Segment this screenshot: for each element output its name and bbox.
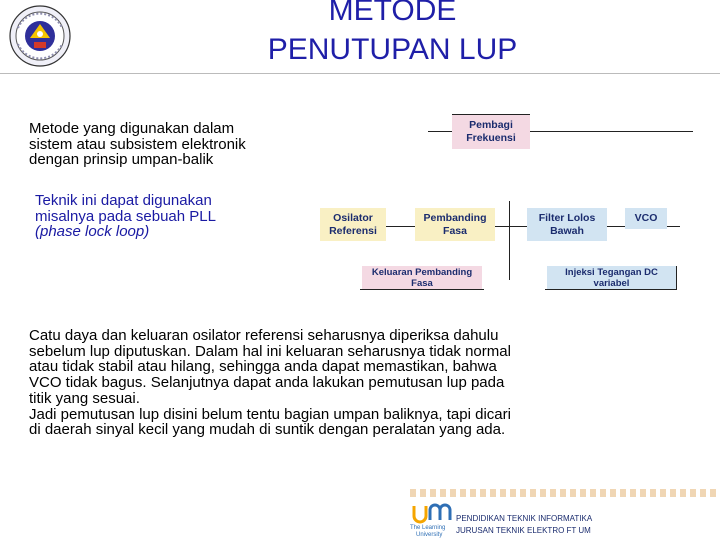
injeksi-underline	[545, 289, 677, 290]
page-title-line2: PENUTUPAN LUP	[267, 33, 518, 66]
keluaran-underline	[360, 289, 484, 290]
vco-box: VCO	[625, 208, 667, 229]
pembanding-fasa-box: Pembanding Fasa	[415, 208, 495, 241]
pembagi-frekuensi-box: Pembagi Frekuensi	[452, 115, 530, 149]
footer-logo	[408, 500, 452, 540]
intro-paragraph: Metode yang digunakan dalam sistem atau subsistem elektronik dengan prinsip umpan-balik	[29, 120, 246, 168]
injeksi-tegangan-box: Injeksi Tegangan DC variabel	[547, 266, 676, 289]
keluaran-pembanding-box: Keluaran Pembanding Fasa	[362, 266, 482, 289]
feedback-line-right	[530, 131, 693, 132]
footer-logo-tagline2: University	[416, 532, 443, 538]
um-logo-icon	[408, 500, 452, 524]
filter-lolos-bawah-box: Filter Lolos Bawah	[527, 208, 607, 241]
osilator-referensi-box: Osilator Referensi	[320, 208, 386, 241]
injeksi-right-edge	[676, 266, 677, 289]
title-divider	[0, 73, 720, 74]
university-seal-logo	[8, 4, 72, 68]
feedback-line-left	[428, 131, 452, 132]
footer-line1: PENDIDIKAN TEKNIK INFORMATIKA	[456, 514, 593, 523]
footer-decor-bar	[410, 489, 720, 497]
pll-paragraph: Teknik ini dapat digunakan misalnya pada sebuah PLL (phase lock loop)	[35, 192, 216, 240]
loop-vertical-line	[509, 201, 510, 280]
footer-logo-tagline: The Learning	[410, 525, 446, 531]
explanation-paragraph: Catu daya dan keluaran osilator referensi seharusnya diperiksa dahulu sebelum lup diputuskan. Dalam hal ini keluaran seharusnya tidak normal atau tidak stabil atau hilang, sehingga anda dapat memastikan, bahwa VCO tidak bagus. Selanjutnya dapat anda lakukan pemutusan lup pada titik yang sesuai. Jadi pemutusan lup disini belum tentu bagian umpan baliknya, tapi dicari di daerah sinyal kecil yang mudah di suntik dengan peralatan yang ada.	[29, 327, 511, 439]
footer-line2: JURUSAN TEKNIK ELEKTRO FT UM	[456, 526, 591, 535]
page-title: METODE	[328, 0, 457, 27]
